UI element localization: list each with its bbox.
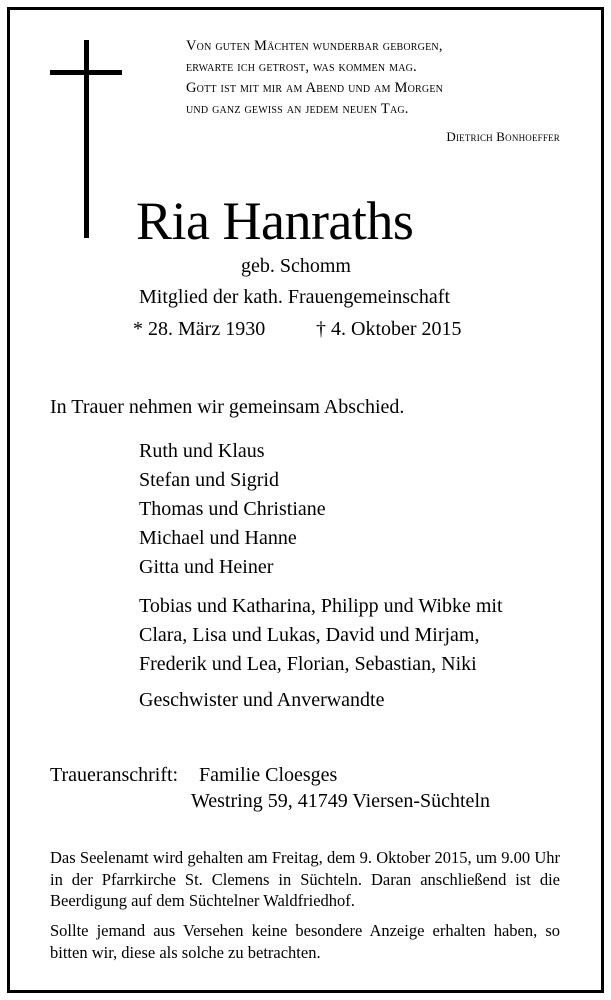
poem-line: Von guten Mächten wunderbar geborgen, [186,38,443,54]
list-item: Stefan und Sigrid [139,469,279,491]
poem-line: erwarte ich getrost, was kommen mag. [186,59,417,75]
deceased-name: Ria Hanraths [136,191,414,251]
list-item: Gitta und Heiner [139,556,274,578]
poem-line: und ganz gewiss an jedem neuen Tag. [186,101,409,117]
list-item: Thomas und Christiane [139,498,326,520]
list-item: Ruth und Klaus [139,440,265,462]
list-item: Michael und Hanne [139,527,297,549]
poem-line: Gott ist mit mir am Abend und am Morgen [186,80,444,96]
poem [186,36,566,120]
membership: Mitglied der kath. Frauengemeinschaft [139,286,451,308]
maiden-name: geb. Schomm [241,255,351,277]
grandchildren-list [139,592,503,679]
list-item: Tobias und Katharina, Philipp und Wibke mit [139,595,503,617]
children-list [139,437,326,582]
relatives-line: Geschwister und Anverwandte [139,689,385,711]
address-label: Traueranschrift: [50,764,179,786]
list-item: Frederik und Lea, Florian, Sebastian, Niki [139,653,477,675]
list-item: Clara, Lisa und Lukas, David und Mirjam, [139,624,480,646]
announcement-notice: Sollte jemand aus Versehen keine besondere Anzeige erhalten haben, so bitten wir, diese als solche zu betrachten. [50,921,560,962]
service-notice: Das Seelenamt wird gehalten am Freitag, dem 9. Oktober 2015, um 9.00 Uhr in der Pfarrkirche St. Clemens in Süchteln. Daran anschließend ist die Beerdigung auf dem Süchtelner Waldfriedhof. [50,848,560,910]
address-street: Westring 59, 41749 Viersen-Süchteln [191,790,490,812]
birth-date: * 28. März 1930 [133,318,266,340]
mourning-intro: In Trauer nehmen wir gemeinsam Abschied. [50,396,405,418]
cross-horizontal-bar [50,70,122,75]
address-name: Familie Cloesges [199,764,338,786]
poem-author: Dietrich Bonhoeffer [446,129,560,144]
death-date: † 4. Oktober 2015 [316,318,462,340]
